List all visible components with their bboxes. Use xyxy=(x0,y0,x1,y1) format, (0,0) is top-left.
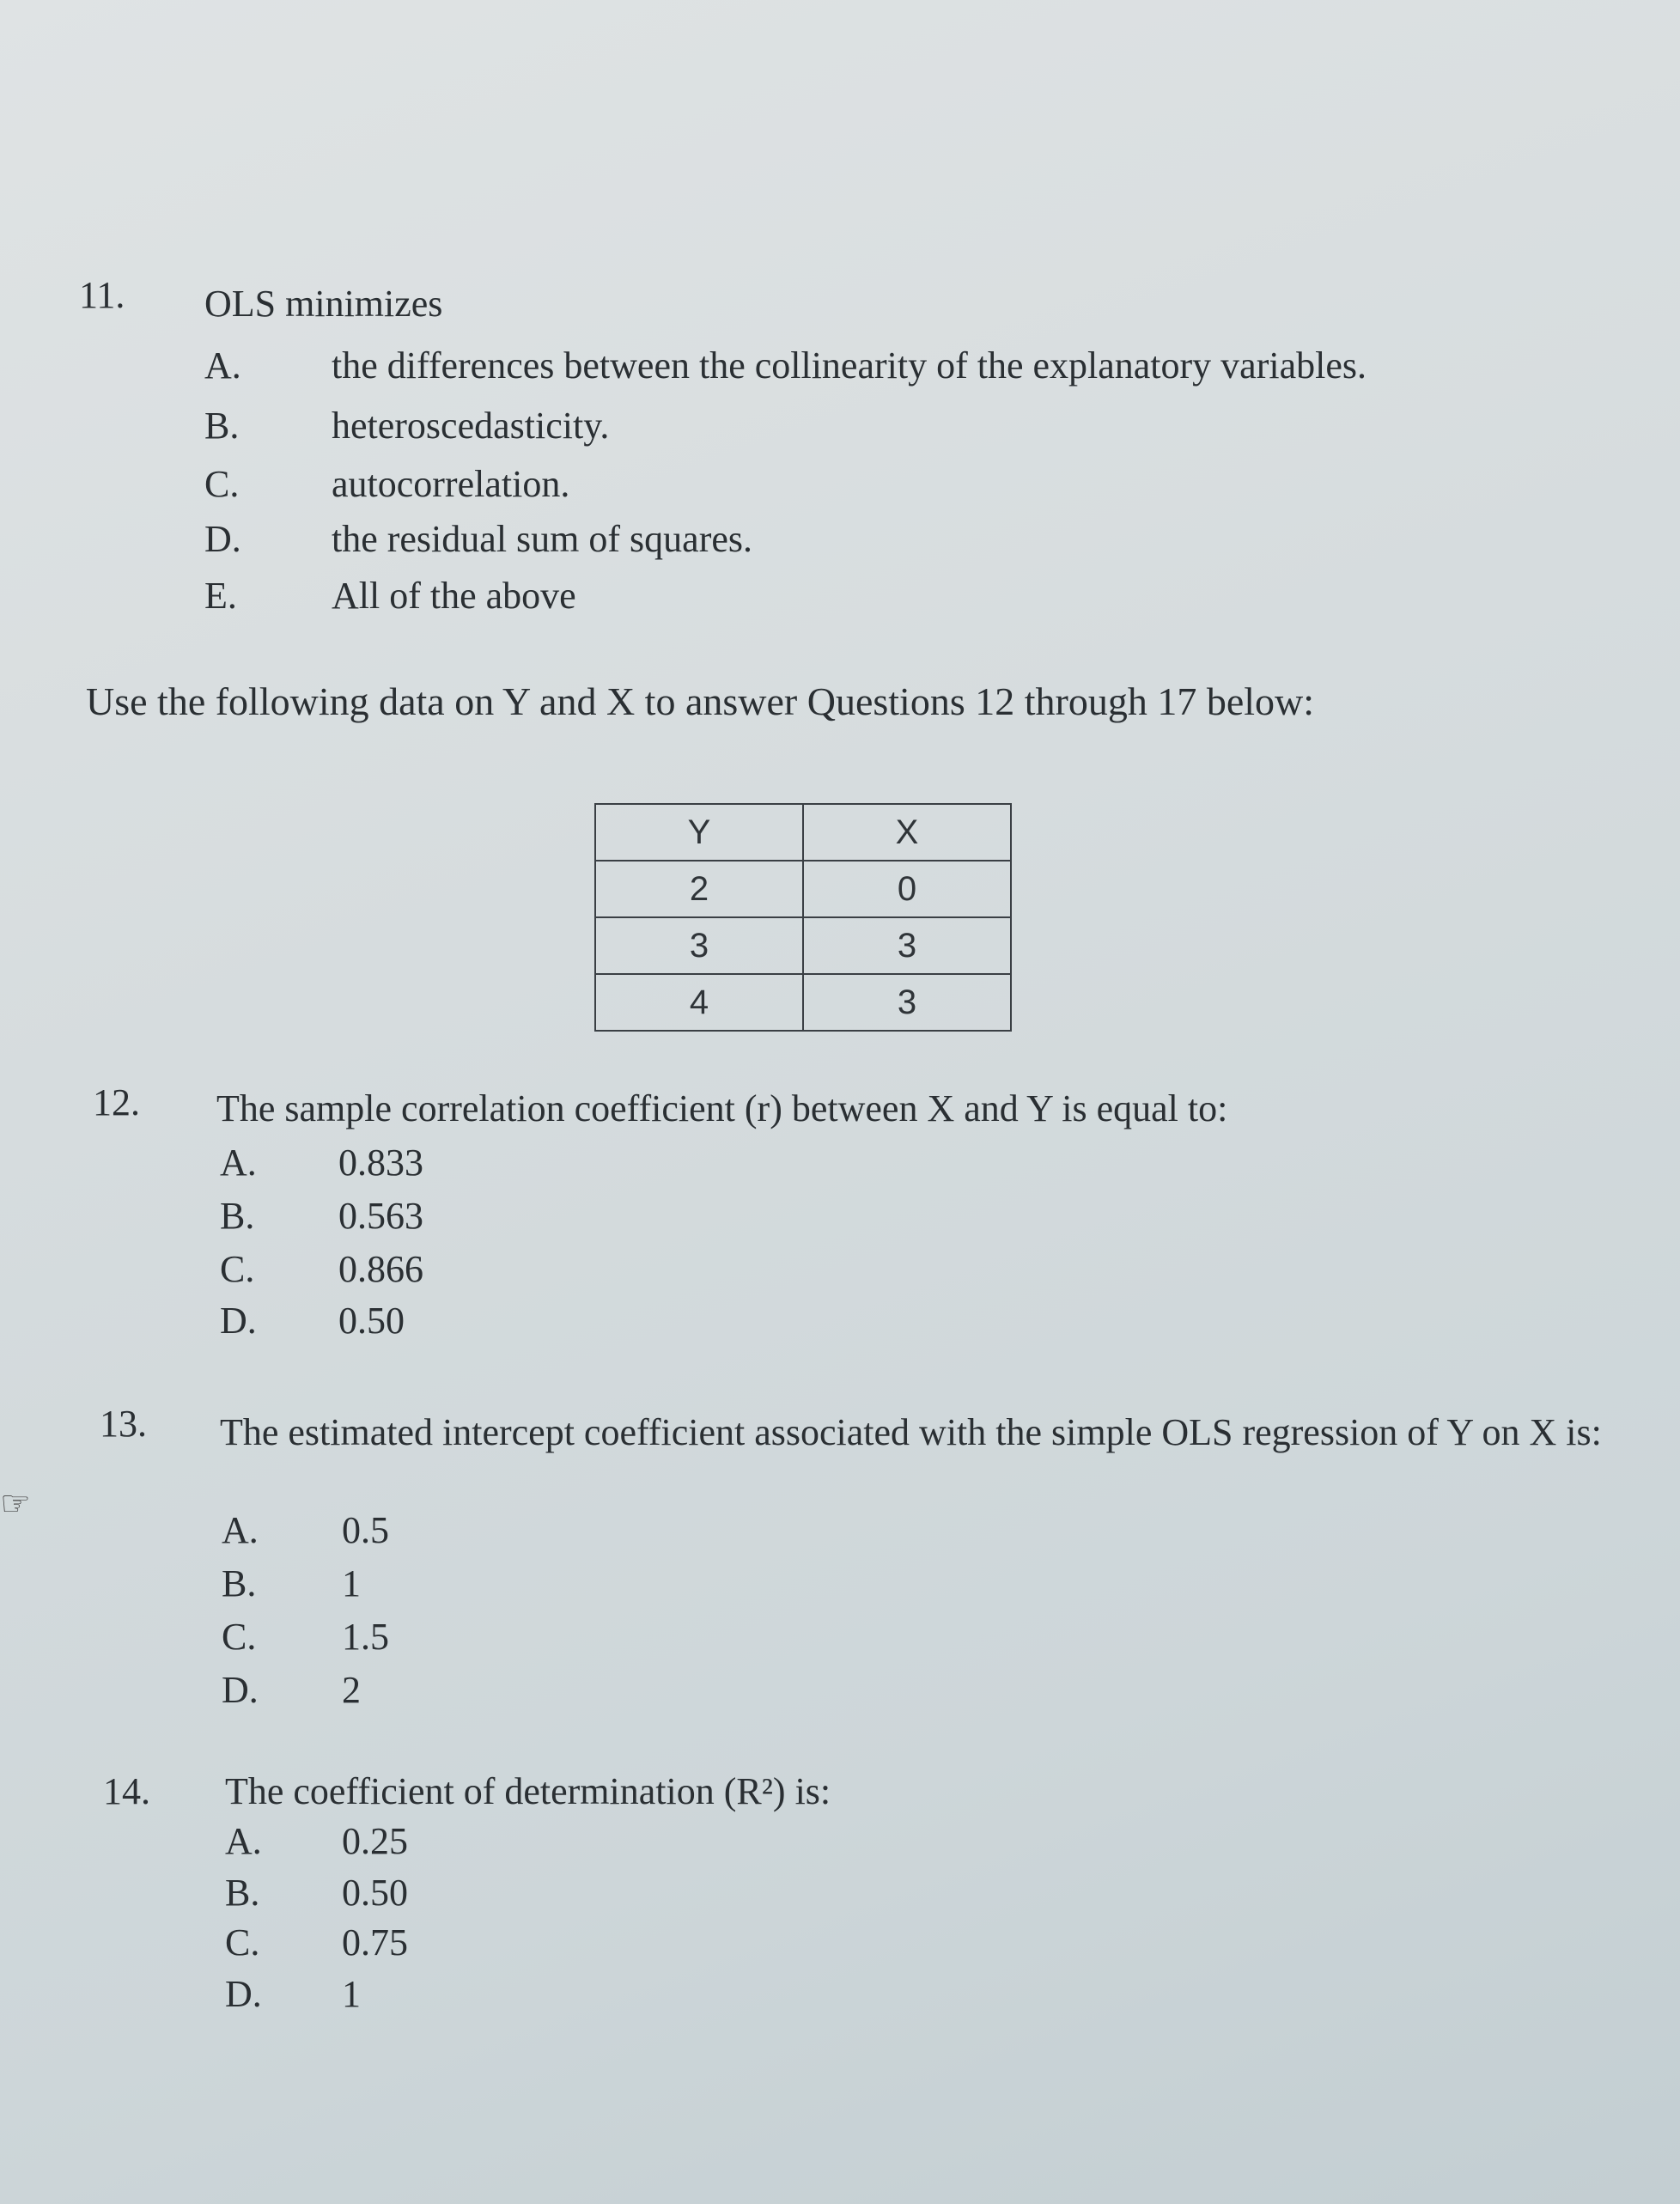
data-instructions: Use the following data on Y and X to answer Questions 12 through 17 below: xyxy=(86,679,1315,723)
option-letter: A. xyxy=(225,1820,262,1862)
column-header-y: Y xyxy=(595,804,803,861)
question-14-text: The coefficient of determination (R²) is: xyxy=(225,1770,831,1812)
option-letter: D. xyxy=(222,1669,259,1711)
option-letter: C. xyxy=(225,1921,260,1964)
option-letter: D. xyxy=(225,1973,262,2015)
table-row xyxy=(595,974,1011,1031)
option-text: 0.50 xyxy=(338,1300,405,1342)
table-row xyxy=(595,861,1011,917)
option-letter: B. xyxy=(204,405,240,447)
option-text: 0.25 xyxy=(342,1820,408,1862)
option-letter: D. xyxy=(220,1300,257,1342)
option-text: 0.563 xyxy=(338,1195,423,1237)
option-letter: B. xyxy=(220,1195,255,1237)
option-text: autocorrelation. xyxy=(332,463,570,505)
option-text: 1 xyxy=(342,1562,361,1604)
question-13-number: 13. xyxy=(100,1403,147,1445)
cursor-icon: ☞ xyxy=(0,1484,31,1524)
question-12-text: The sample correlation coefficient (r) between X and Y is equal to: xyxy=(216,1087,1228,1129)
option-letter: A. xyxy=(222,1509,259,1551)
option-letter: E. xyxy=(204,575,237,617)
option-text: the residual sum of squares. xyxy=(332,518,752,560)
option-text: 1.5 xyxy=(342,1616,389,1658)
option-text: 0.866 xyxy=(338,1248,423,1290)
option-text: 2 xyxy=(342,1669,361,1711)
option-letter: C. xyxy=(204,463,240,505)
table-cell: 0 xyxy=(803,861,1011,917)
option-letter: D. xyxy=(204,518,241,560)
option-text: the differences between the collinearity of the explanatory variables. xyxy=(332,344,1367,387)
option-letter: B. xyxy=(225,1872,260,1914)
option-letter: A. xyxy=(220,1142,257,1184)
table-cell: 4 xyxy=(595,974,803,1031)
question-11-text: OLS minimizes xyxy=(204,283,443,325)
column-header-x: X xyxy=(803,804,1011,861)
option-letter: B. xyxy=(222,1562,257,1604)
question-11-number: 11. xyxy=(79,274,125,316)
table-cell: 3 xyxy=(803,917,1011,974)
table-row xyxy=(595,917,1011,974)
option-text: 1 xyxy=(342,1973,361,2015)
table-header-row xyxy=(595,804,1011,861)
table-cell: 2 xyxy=(595,861,803,917)
question-13-text: The estimated intercept coefficient associated with the simple OLS regression of Y on X is: xyxy=(220,1411,1602,1453)
option-letter: C. xyxy=(220,1248,255,1290)
table-cell: 3 xyxy=(803,974,1011,1031)
option-text: 0.5 xyxy=(342,1509,389,1551)
option-letter: A. xyxy=(204,344,241,387)
option-text: 0.50 xyxy=(342,1872,408,1914)
option-letter: C. xyxy=(222,1616,257,1658)
table-cell: 3 xyxy=(595,917,803,974)
question-12-number: 12. xyxy=(93,1081,140,1123)
option-text: 0.833 xyxy=(338,1142,423,1184)
option-text: All of the above xyxy=(332,575,576,617)
option-text: 0.75 xyxy=(342,1921,408,1964)
option-text: heteroscedasticity. xyxy=(332,405,610,447)
data-table xyxy=(594,803,1012,1032)
question-14-number: 14. xyxy=(103,1770,150,1812)
